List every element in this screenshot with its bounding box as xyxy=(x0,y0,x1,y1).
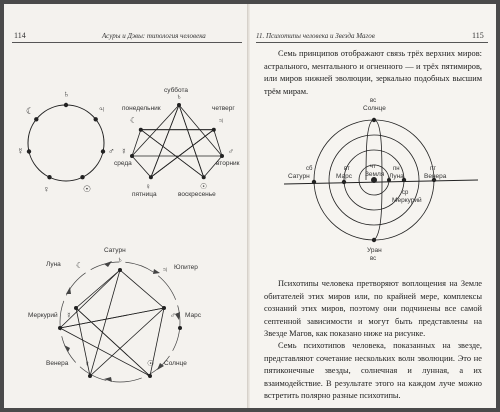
diagram-label-saturn: Сатурн xyxy=(288,173,310,180)
fig2-symbol: ♃ xyxy=(218,116,224,125)
fig2-day-label: вторник xyxy=(216,160,240,167)
fig3-symbol: ♀ xyxy=(84,359,90,368)
fig3-symbol: ♂ xyxy=(170,311,176,320)
fig3-planet-label: Луна xyxy=(46,261,61,268)
fig3-planet-label: Марс xyxy=(185,312,201,319)
fig2-day-label: среда xyxy=(114,160,132,167)
fig1-heptagon-circle xyxy=(17,89,115,194)
page-number-left: 114 xyxy=(14,31,26,40)
diagram-label-moon: Луна xyxy=(389,173,404,180)
fig2-symbol: ☉ xyxy=(200,182,208,191)
diagram-label-short: вс xyxy=(370,256,377,262)
fig1-symbol: ♄ xyxy=(63,89,70,99)
fig3-planets-heptagram xyxy=(28,247,202,382)
fig3-symbol: ☿ xyxy=(66,311,72,320)
fig1-symbol: ♃ xyxy=(98,104,105,114)
fig2-symbol: ☿ xyxy=(121,147,127,156)
running-head-left: Асуры и Дэвы: типология человека xyxy=(102,32,206,40)
fig2-days-heptagram xyxy=(114,86,240,198)
fig3-planet-label: Сатурн xyxy=(104,247,126,254)
fig1-symbol: ☉ xyxy=(83,184,92,194)
left-figures xyxy=(4,4,248,408)
fig2-day-label: воскресенье xyxy=(178,191,216,198)
fig2-day-label: четверг xyxy=(212,105,235,112)
paragraph-2: Психотипы человека претворяют воплощения на Земле обитателей этих миров или, по крайней мере, комплексы сознаний этих миров, поэтому они подчинены все самой септенной зависимости и могут быть представлены на Звезде Магов, как показано ниже на рисунке. xyxy=(264,279,482,339)
diagram-label-short: вт xyxy=(344,166,350,172)
fig3-planet-label: Юпитер xyxy=(174,264,198,271)
fig1-symbol: ♀ xyxy=(43,184,50,194)
fig2-symbol: ♂ xyxy=(228,147,234,156)
diagram-label-short: сб xyxy=(306,166,313,172)
fig2-symbol: ♀ xyxy=(145,182,151,191)
fig2-symbol: ☾ xyxy=(130,116,138,125)
fig1-symbol: ♂ xyxy=(108,146,115,156)
diagram-label-short: пт xyxy=(430,166,436,172)
fig2-day-label: понедельник xyxy=(122,105,161,112)
fig1-symbol: ☾ xyxy=(26,106,35,116)
paragraph-3: Семь психотипов человека, показанных на звезде, представляют сочетание нескольких волн эволюции. Это не пятиконечные звезды, солнечная и лунная, а их взаимодействие. В результате этого на каждом луче можно встретить полярно разные психотипы. xyxy=(264,341,482,401)
fig2-symbol: ♄ xyxy=(176,92,182,101)
fig1-symbol: ☿ xyxy=(17,146,24,156)
diagram-label-short: пн xyxy=(393,166,400,172)
right-page xyxy=(250,4,496,408)
diagram-label-short: вс xyxy=(370,98,377,104)
diagram-label-short: ср xyxy=(402,190,409,196)
fig3-symbol: ♃ xyxy=(162,265,168,274)
diagram-label-earth: Земля xyxy=(365,171,385,178)
fig3-planet-label: Меркурий xyxy=(28,312,58,319)
diagram-label-venus: Венера xyxy=(424,173,447,180)
diagram-label-uranus: Уран xyxy=(367,247,382,254)
fig3-symbol: ☾ xyxy=(76,261,84,270)
running-head-right: 11. Психотипы человека и Звезда Магов xyxy=(256,32,375,40)
fig2-day-label: пятница xyxy=(132,191,157,198)
diagram-label-short: чт xyxy=(370,164,376,170)
fig3-planet-label: Венера xyxy=(46,360,69,367)
fig3-planet-label: Солнце xyxy=(164,360,187,367)
left-page xyxy=(4,4,248,408)
diagram-label-mars: Марс xyxy=(336,173,352,180)
fig3-symbol: ☉ xyxy=(147,359,155,368)
fig3-symbol: ♄ xyxy=(117,255,123,264)
diagram-label-sun: Солнце xyxy=(363,105,386,112)
fig2-day-label: суббота xyxy=(164,87,189,94)
page-number-right: 115 xyxy=(472,31,484,40)
diagram-label-mercury: Меркурий xyxy=(392,197,422,204)
paragraph-1: Семь принципов отображают связь трёх верхних миров: астрального, ментального и огненного — и трёх пятимиров, или миров нижней эволюции, зеркально подобных высшим трём мирам. xyxy=(264,49,482,96)
